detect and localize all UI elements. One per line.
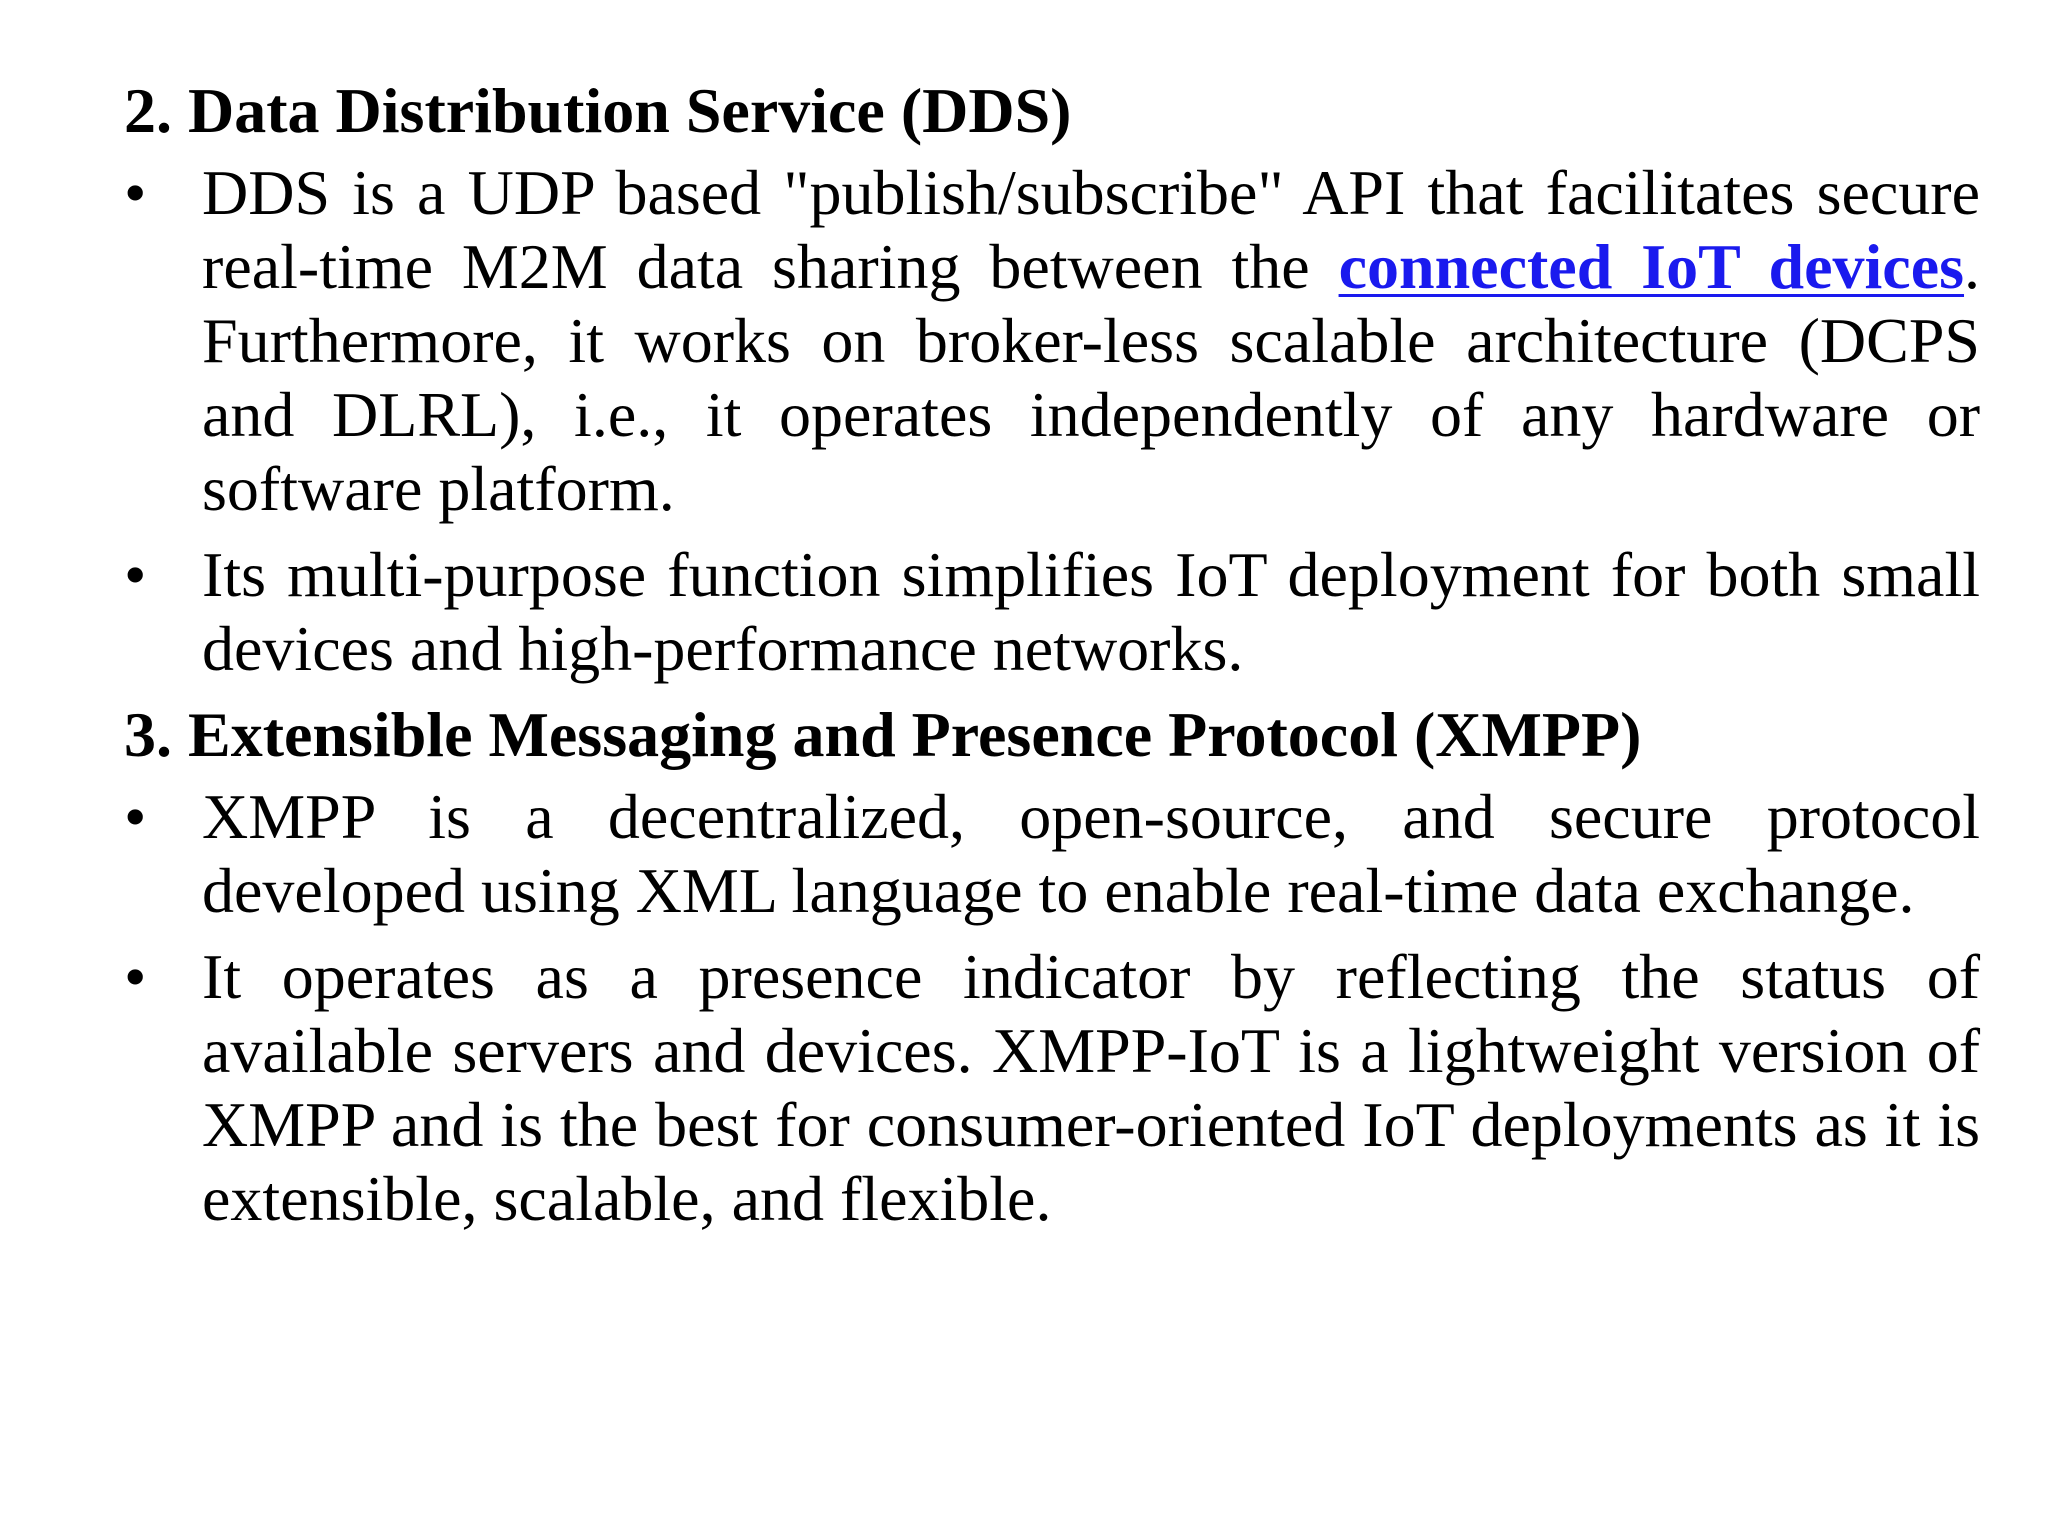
section-heading-xmpp: 3. Extensible Messaging and Presence Protocol (XMPP) bbox=[124, 699, 1642, 770]
bullet-dds-function bbox=[124, 538, 1980, 686]
bullet-xmpp-presence bbox=[124, 940, 1980, 1236]
bullet-text: Its multi-purpose function simplifies IoT deployment for both small devices and high-performance networks. bbox=[202, 539, 1980, 684]
connected-iot-devices-link[interactable]: connected IoT devices bbox=[1338, 231, 1965, 302]
bullet-xmpp-description bbox=[124, 780, 1980, 928]
bullet-text: It operates as a presence indicator by reflecting the status of available servers and devices. XMPP-IoT is a lightweight version of XMPP and is the best for consumer-oriented IoT deployments as it is extensible, scalable, and flexible. bbox=[202, 941, 1980, 1234]
bullet-dds-description bbox=[124, 156, 1980, 526]
document-page bbox=[124, 74, 1980, 1248]
bullet-text: . Furthermore, it works on broker-less scalable architecture (DCPS and DLRL), i.e., it operates independently of any hardware or software platform. bbox=[202, 231, 1981, 524]
bullet-text: DDS is a UDP based "publish/subscribe" API that facilitates secure real-time M2M data sharing between the bbox=[202, 157, 1980, 302]
bullet-marker: • bbox=[124, 781, 147, 852]
bullet-marker: • bbox=[124, 941, 147, 1012]
bullet-marker: • bbox=[124, 157, 147, 228]
section-heading-dds: 2. Data Distribution Service (DDS) bbox=[124, 75, 1072, 146]
bullet-marker: • bbox=[124, 539, 147, 610]
bullet-text: XMPP is a decentralized, open-source, and secure protocol developed using XML language to enable real-time data exchange. bbox=[202, 781, 1980, 926]
